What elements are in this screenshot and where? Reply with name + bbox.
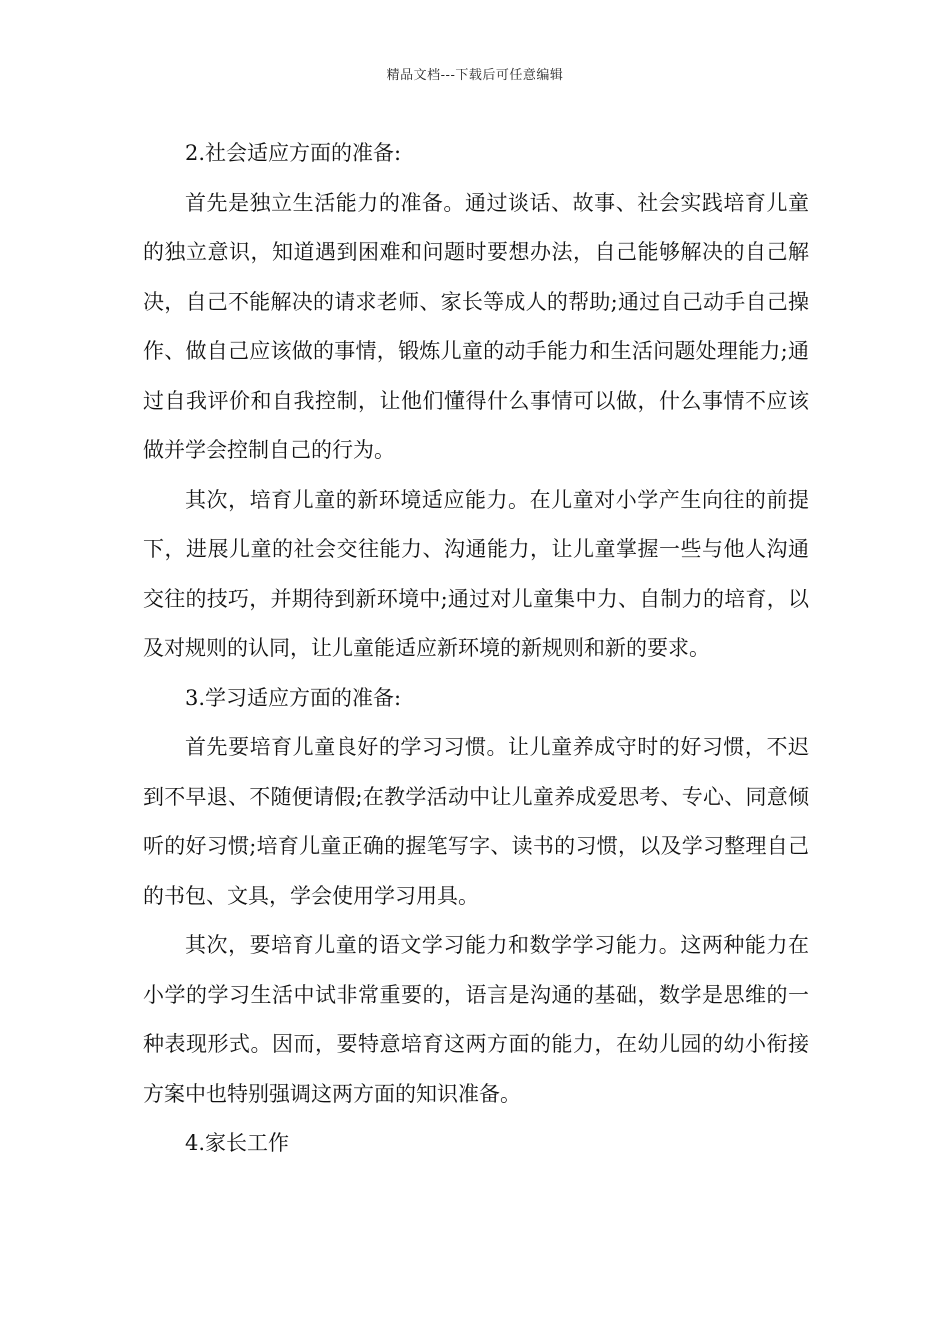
paragraph-independent-living: 首先是独立生活能力的准备。通过谈话、故事、社会实践培育儿童的独立意识，知道遇到困难和问题时要想办法，自己能够解决的自己解决，自己不能解决的请求老师、家长等成人的帮助;通过自己动手自己操作、做自己应该做的事情，锻炼儿童的动手能力和生活问题处理能力;通过自我评价和自我控制，让他们懂得什么事情可以做，什么事情不应该做并学会控制自己的行为。 — [143, 190, 809, 462]
document-body — [143, 129, 809, 1169]
paragraph-environment-adaptation: 其次，培育儿童的新环境适应能力。在儿童对小学产生向往的前提下，进展儿童的社会交往能力、沟通能力，让儿童掌握一些与他人沟通交往的技巧，并期待到新环境中;通过对儿童集中力、自制力的培育，以及对规则的认同，让儿童能适应新环境的新规则和新的要求。 — [143, 487, 809, 660]
section-heading-social-adaptation: 2.社会适应方面的准备: — [185, 141, 402, 165]
section-heading-learning-adaptation: 3.学习适应方面的准备: — [185, 685, 402, 710]
page-header: 精品文档---下载后可任意编辑 — [386, 68, 564, 83]
section-heading-parent-work: 4.家长工作 — [185, 1131, 290, 1155]
paragraph-language-math-ability: 其次，要培育儿童的语文学习能力和数学学习能力。这两种能力在小学的学习生活中试非常重要的，语言是沟通的基础，数学是思维的一种表现形式。因而，要特意培育这两方面的能力，在幼儿园的幼小衔接方案中也特别强调这两方面的知识准备。 — [143, 933, 809, 1106]
paragraph-learning-habits: 首先要培育儿童良好的学习习惯。让儿童养成守时的好习惯，不迟到不早退、不随便请假;在教学活动中让儿童养成爱思考、专心、同意倾听的好习惯;培育儿童正确的握笔写字、读书的习惯，以及学习整理自己的书包、文具，学会使用学习用具。 — [143, 735, 809, 908]
